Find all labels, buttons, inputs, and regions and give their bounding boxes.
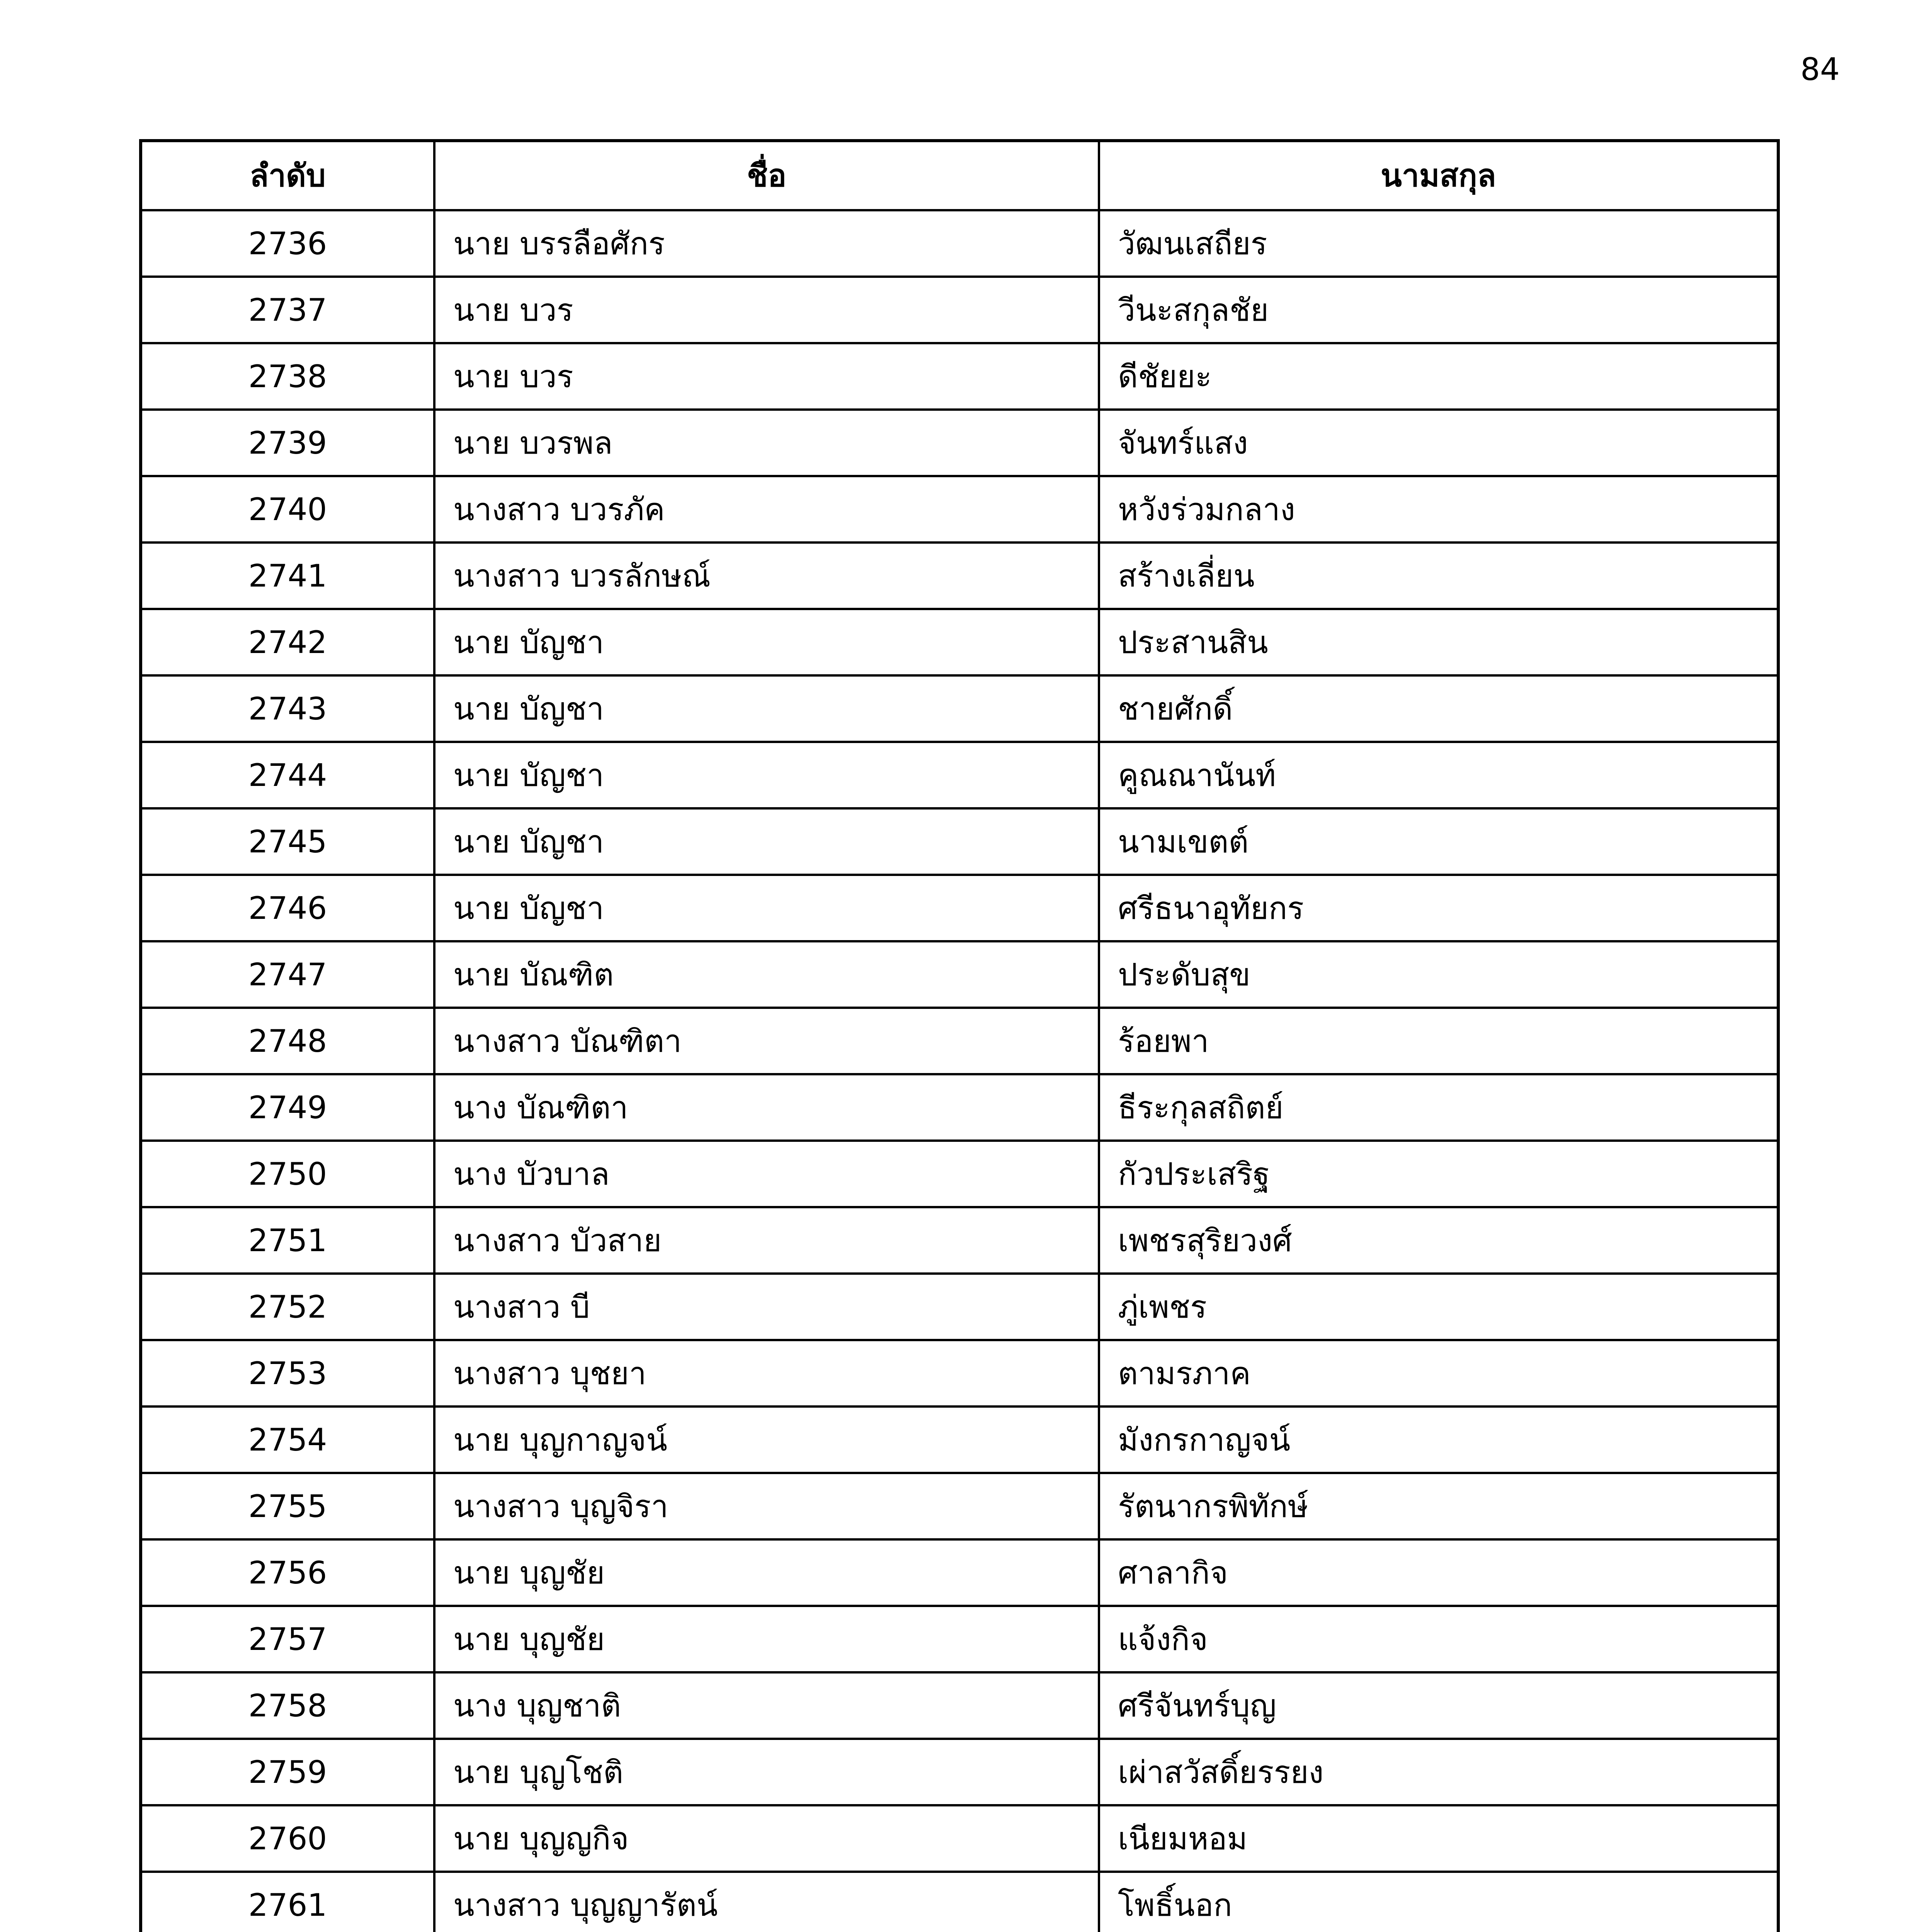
table-row (141, 808, 1778, 875)
name-cell: นาย บัญชา (434, 675, 1099, 742)
name-cell: นาย บุญญกิจ (434, 1805, 1099, 1872)
surname-cell: หวังร่วมกลาง (1099, 476, 1778, 543)
surname-cell: ศาลากิจ (1099, 1539, 1778, 1606)
table-row (141, 1274, 1778, 1340)
name-cell: นางสาว บุชยา (434, 1340, 1099, 1406)
order-cell: 2738 (141, 343, 434, 410)
surname-cell: ประสานสิน (1099, 609, 1778, 675)
table-row (141, 277, 1778, 343)
name-cell: นาย บุญโชติ (434, 1739, 1099, 1805)
surname-cell: เนียมหอม (1099, 1805, 1778, 1872)
table-row (141, 1872, 1778, 1932)
surname-cell: วีนะสกุลชัย (1099, 277, 1778, 343)
page-number: 84 (1800, 51, 1840, 87)
order-cell: 2743 (141, 675, 434, 742)
table-row (141, 1074, 1778, 1141)
table-row (141, 1539, 1778, 1606)
header-surname: นามสกุล (1099, 141, 1778, 210)
order-cell: 2754 (141, 1406, 434, 1473)
surname-cell: ตามรภาค (1099, 1340, 1778, 1406)
table-row (141, 1008, 1778, 1074)
order-cell: 2759 (141, 1739, 434, 1805)
name-cell: นาย บวร (434, 343, 1099, 410)
name-cell: นาย บุญชัย (434, 1606, 1099, 1672)
order-cell: 2753 (141, 1340, 434, 1406)
order-cell: 2749 (141, 1074, 434, 1141)
surname-cell: นามเขตต์ (1099, 808, 1778, 875)
name-cell: นาย บวร (434, 277, 1099, 343)
table-row (141, 543, 1778, 609)
surname-cell: กัวประเสริฐ (1099, 1141, 1778, 1207)
order-cell: 2745 (141, 808, 434, 875)
surname-cell: ชายศักดิ์ (1099, 675, 1778, 742)
table-row (141, 410, 1778, 476)
table-row (141, 941, 1778, 1008)
name-cell: นางสาว บุญจิรา (434, 1473, 1099, 1539)
table-row (141, 1473, 1778, 1539)
surname-cell: ภู่เพชร (1099, 1274, 1778, 1340)
order-cell: 2740 (141, 476, 434, 543)
surname-cell: แจ้งกิจ (1099, 1606, 1778, 1672)
name-cell: นาย บัญชา (434, 875, 1099, 941)
table-row (141, 742, 1778, 808)
name-cell: นาย บุญกาญจน์ (434, 1406, 1099, 1473)
roster-body (141, 210, 1778, 1932)
table-row (141, 210, 1778, 277)
table-row (141, 1340, 1778, 1406)
name-cell: นาย บรรลือศักร (434, 210, 1099, 277)
order-cell: 2756 (141, 1539, 434, 1606)
roster-table (139, 139, 1780, 1932)
surname-cell: ธีระกุลสถิตย์ (1099, 1074, 1778, 1141)
name-cell: นาย บัญชา (434, 742, 1099, 808)
table-row (141, 1805, 1778, 1872)
table-row (141, 1606, 1778, 1672)
table-row (141, 1141, 1778, 1207)
header-row (141, 141, 1778, 210)
order-cell: 2747 (141, 941, 434, 1008)
surname-cell: เผ่าสวัสดิ์ยรรยง (1099, 1739, 1778, 1805)
name-cell: นาย บัญชา (434, 609, 1099, 675)
surname-cell: มังกรกาญจน์ (1099, 1406, 1778, 1473)
name-cell: นาง บุญชาติ (434, 1672, 1099, 1739)
order-cell: 2751 (141, 1207, 434, 1274)
name-cell: นางสาว บัณฑิตา (434, 1008, 1099, 1074)
order-cell: 2739 (141, 410, 434, 476)
surname-cell: สร้างเลี่ยน (1099, 543, 1778, 609)
name-cell: นาง บัณฑิตา (434, 1074, 1099, 1141)
surname-cell: รัตนากรพิทักษ์ (1099, 1473, 1778, 1539)
order-cell: 2755 (141, 1473, 434, 1539)
surname-cell: เพชรสุริยวงศ์ (1099, 1207, 1778, 1274)
surname-cell: ร้อยพา (1099, 1008, 1778, 1074)
table-row (141, 1739, 1778, 1805)
name-cell: นาย บุญชัย (434, 1539, 1099, 1606)
order-cell: 2746 (141, 875, 434, 941)
surname-cell: ประดับสุข (1099, 941, 1778, 1008)
header-name: ชื่อ (434, 141, 1099, 210)
order-cell: 2741 (141, 543, 434, 609)
surname-cell: ศรีธนาอุทัยกร (1099, 875, 1778, 941)
table-row (141, 675, 1778, 742)
table-row (141, 476, 1778, 543)
table-row (141, 609, 1778, 675)
table-row (141, 1672, 1778, 1739)
table-row (141, 343, 1778, 410)
order-cell: 2744 (141, 742, 434, 808)
name-cell: นาย บัณฑิต (434, 941, 1099, 1008)
order-cell: 2748 (141, 1008, 434, 1074)
surname-cell: คูณณานันท์ (1099, 742, 1778, 808)
name-cell: นางสาว บี (434, 1274, 1099, 1340)
table-row (141, 1406, 1778, 1473)
surname-cell: วัฒนเสถียร (1099, 210, 1778, 277)
name-cell: นางสาว บุญญารัตน์ (434, 1872, 1099, 1932)
order-cell: 2742 (141, 609, 434, 675)
order-cell: 2737 (141, 277, 434, 343)
order-cell: 2757 (141, 1606, 434, 1672)
surname-cell: ดีชัยยะ (1099, 343, 1778, 410)
order-cell: 2758 (141, 1672, 434, 1739)
order-cell: 2761 (141, 1872, 434, 1932)
order-cell: 2750 (141, 1141, 434, 1207)
order-cell: 2736 (141, 210, 434, 277)
name-cell: นาย บวรพล (434, 410, 1099, 476)
name-cell: นาง บัวบาล (434, 1141, 1099, 1207)
surname-cell: จันทร์แสง (1099, 410, 1778, 476)
header-order: ลำดับ (141, 141, 434, 210)
surname-cell: โพธิ์นอก (1099, 1872, 1778, 1932)
table-row (141, 875, 1778, 941)
table-row (141, 1207, 1778, 1274)
order-cell: 2760 (141, 1805, 434, 1872)
name-cell: นางสาว บวรภัค (434, 476, 1099, 543)
name-cell: นางสาว บวรลักษณ์ (434, 543, 1099, 609)
name-cell: นาย บัญชา (434, 808, 1099, 875)
order-cell: 2752 (141, 1274, 434, 1340)
surname-cell: ศรีจันทร์บุญ (1099, 1672, 1778, 1739)
name-cell: นางสาว บัวสาย (434, 1207, 1099, 1274)
